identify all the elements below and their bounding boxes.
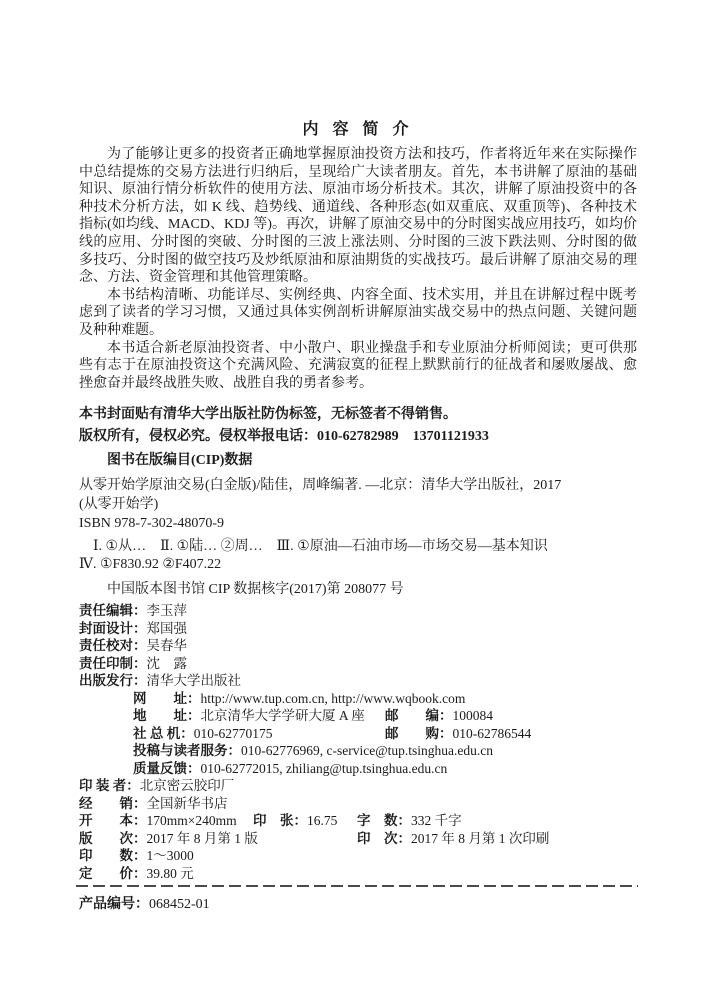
colophon-row bbox=[133, 707, 637, 725]
intro-paragraph: 本书适合新老原油投资者、中小散户、职业操盘手和专业原油分析师阅读；更可供那些有志于在原油投资这个充满风险、充满寂寞的征程上默默前行的征战者和屡败屡战、愈挫愈奋并最终战胜失败、战胜自我的勇者参考。 bbox=[79, 340, 637, 391]
colophon-label: 邮 购： bbox=[385, 725, 453, 741]
cip-classification bbox=[79, 538, 637, 574]
colophon-value: 010-62776969, c-service@tup.tsinghua.edu.cn bbox=[241, 743, 493, 759]
colophon-value: 39.80 元 bbox=[146, 865, 194, 881]
colophon-value: 100084 bbox=[452, 708, 493, 724]
colophon-label: 投稿与读者服务： bbox=[133, 743, 241, 759]
colophon-value: 2017 年 8 月第 1 版 bbox=[146, 830, 258, 846]
colophon-label: 邮 编： bbox=[385, 708, 453, 724]
colophon-value: 010-62786544 bbox=[452, 725, 532, 741]
notice-line: 本书封面贴有清华大学出版社防伪标签，无标签者不得销售。 bbox=[79, 407, 457, 423]
colophon-row bbox=[79, 865, 637, 883]
colophon-label: 责任校对： bbox=[79, 638, 147, 654]
colophon-value: 沈 露 bbox=[146, 655, 187, 671]
colophon-label: 版 次： bbox=[79, 830, 147, 846]
product-number-value: 068452-01 bbox=[149, 897, 210, 913]
copyright-notices bbox=[79, 404, 637, 448]
cip-record-lines bbox=[79, 476, 637, 533]
colophon-value: 郑国强 bbox=[146, 620, 187, 636]
colophon-label: 印 张： bbox=[253, 813, 307, 829]
colophon-value: 1～3000 bbox=[146, 848, 194, 864]
colophon-row bbox=[79, 812, 637, 830]
intro-paragraph: 本书结构清晰、功能详尽、实例经典、内容全面、技术实用，并且在讲解过程中既考虑到了读者的学习习惯，又通过具体实例剖析讲解原油实战交易中的热点问题、关键问题及种种难题。 bbox=[79, 287, 637, 338]
colophon-label: 责任印制： bbox=[79, 655, 147, 671]
colophon-value: 332 千字 bbox=[411, 813, 462, 829]
colophon-label: 责任编辑： bbox=[79, 603, 147, 619]
colophon-row bbox=[79, 620, 637, 638]
colophon-value: 吴春华 bbox=[146, 638, 187, 654]
colophon-column bbox=[357, 812, 462, 830]
intro-paragraphs bbox=[79, 146, 637, 392]
colophon-row bbox=[133, 742, 637, 760]
colophon-rows bbox=[79, 602, 637, 882]
colophon-column bbox=[385, 707, 493, 725]
colophon-row bbox=[79, 637, 637, 655]
colophon-value: 北京清华大学学研大厦 A 座 bbox=[200, 708, 365, 724]
notice-line: 版权所有，侵权必究。侵权举报电话：010-62782989 13701121933 bbox=[79, 429, 489, 445]
colophon-label: 印 次： bbox=[357, 830, 411, 846]
colophon-label: 定 价： bbox=[79, 865, 147, 881]
colophon-label: 地 址： bbox=[133, 708, 201, 724]
cip-registry-line: 中国版本图书馆 CIP 数据核字(2017)第 208077 号 bbox=[107, 582, 404, 598]
colophon-label: 封面设计： bbox=[79, 620, 147, 636]
product-number-label: 产品编号： bbox=[79, 897, 149, 913]
colophon-value: 清华大学出版社 bbox=[146, 673, 241, 689]
colophon-value: 全国新华书店 bbox=[146, 795, 228, 811]
colophon-column bbox=[385, 725, 531, 743]
colophon-label: 印 装 者： bbox=[79, 778, 140, 794]
colophon-value: 010-62772015, zhiliang@tup.tsinghua.edu.cn bbox=[200, 760, 448, 776]
colophon-row bbox=[79, 777, 637, 795]
colophon-value: 010-62770175 bbox=[193, 725, 273, 741]
colophon-label: 字 数： bbox=[357, 813, 411, 829]
cip-heading: 图书在版编目(CIP)数据 bbox=[107, 453, 253, 469]
cip-line: ISBN 978-7-302-48070-9 bbox=[79, 516, 225, 532]
separator-dashed-line bbox=[76, 885, 638, 887]
colophon-label: 社 总 机： bbox=[133, 725, 194, 741]
cip-classification-line: Ⅳ. ①F830.92 ②F407.22 bbox=[79, 557, 222, 573]
colophon-value: http://www.tup.com.cn, http://www.wqbook.com bbox=[200, 690, 466, 706]
colophon-row bbox=[79, 655, 637, 673]
cip-line: 从零开始学原油交易(白金版)/陆佳，周峰编著. —北京：清华大学出版社，2017 bbox=[79, 478, 562, 494]
colophon-row bbox=[133, 725, 637, 743]
cip-classification-line: Ⅰ. ①从… Ⅱ. ①陆… ②周… Ⅲ. ①原油—石油市场—市场交易—基本知识 bbox=[93, 539, 548, 555]
intro-paragraph: 为了能够让更多的投资者正确地掌握原油投资方法和技巧，作者将近年来在实际操作中总结提炼的交易方法进行归纳后，呈现给广大读者朋友。首先，本书讲解了原油的基础知识、原油行情分析软件的使用方法、原油市场分析技术。其次，讲解了原油投资中的各种技术分析方法，如 K 线、趋势线、通道线、各种形态(如双重底、双重顶等)、各种技术指标(如均线、MACD、KDJ 等)。再次，讲解了原油交易中的分时图实战应用技巧，如均价线的应用、分时图的突破、分时图的三波上涨法则、分时图的三波下跌法则、分时图的做多技巧、分时图的做空技巧及炒纸原油和原油期货的实战技巧。最后讲解了原油交易的理念、方法、资金管理和其他管理策略。 bbox=[79, 147, 637, 286]
colophon-row bbox=[79, 672, 637, 690]
colophon-label: 出版发行： bbox=[79, 673, 147, 689]
page-title: 内 容 简 介 bbox=[302, 121, 414, 138]
colophon-column bbox=[357, 830, 549, 848]
colophon-label: 开 本： bbox=[79, 813, 147, 829]
colophon-row bbox=[133, 760, 637, 778]
colophon-value: 170mm×240mm bbox=[146, 813, 237, 829]
colophon-value: 李玉萍 bbox=[146, 603, 187, 619]
colophon-row bbox=[79, 602, 637, 620]
colophon-label: 质量反馈： bbox=[133, 760, 201, 776]
colophon-value: 16.75 bbox=[307, 813, 338, 829]
colophon-row bbox=[79, 847, 637, 865]
colophon-label: 网 址： bbox=[133, 690, 201, 706]
colophon-row bbox=[79, 795, 637, 813]
colophon-column bbox=[253, 812, 337, 830]
colophon-label: 经 销： bbox=[79, 795, 147, 811]
colophon-value: 北京密云胶印厂 bbox=[139, 778, 235, 794]
cip-line: (从零开始学) bbox=[79, 497, 159, 513]
colophon-row bbox=[133, 690, 637, 708]
page-content bbox=[79, 0, 637, 914]
colophon-label: 印 数： bbox=[79, 848, 147, 864]
product-number-line bbox=[79, 896, 637, 914]
colophon-row bbox=[79, 830, 637, 848]
colophon-value: 2017 年 8 月第 1 次印刷 bbox=[411, 830, 550, 846]
